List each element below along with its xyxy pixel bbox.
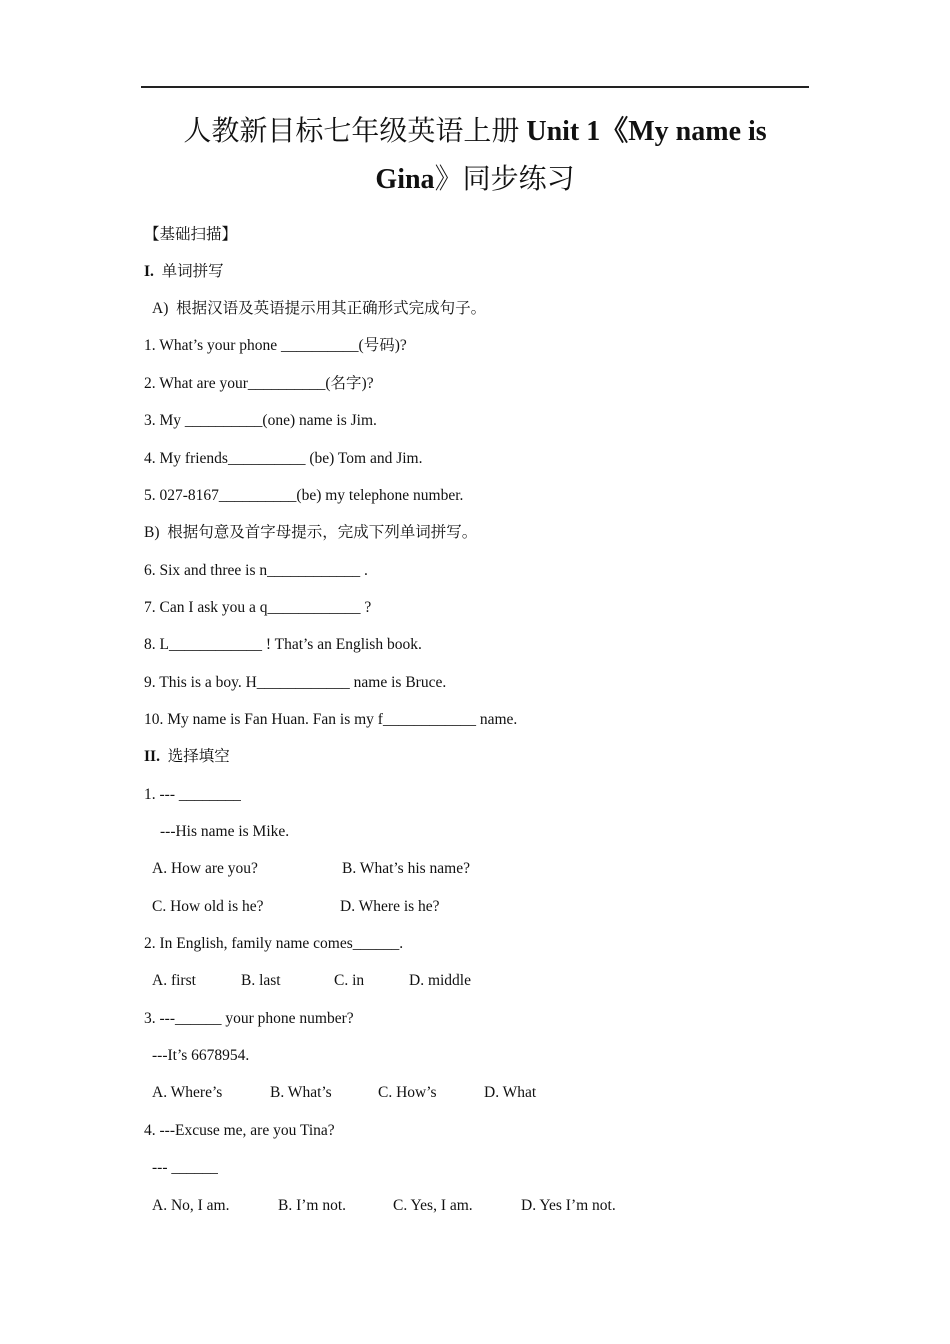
part-2-heading <box>144 747 230 767</box>
part-1-sub-b: B) 根据句意及首字母提示，完成下列单词拼写。 <box>144 524 478 541</box>
dialogue-answer-line: ---His name is Mike. <box>160 823 290 840</box>
question-item: 7. Can I ask you a q____________ ? <box>144 599 372 616</box>
choice-question-stem: 2. In English, family name comes______. <box>144 935 404 952</box>
part-2-number: II. <box>144 748 160 765</box>
question-item: 1. What’s your phone __________(号码)? <box>144 337 407 354</box>
choice-option: B. last <box>241 972 281 989</box>
question-item: 2. What are your__________(名字)? <box>144 375 374 392</box>
choice-option: B. What’s <box>270 1084 332 1101</box>
title-line-2 <box>141 156 809 204</box>
choice-option: A. No, I am. <box>152 1197 230 1214</box>
choice-option: B. I’m not. <box>278 1197 347 1214</box>
title-cn-part-2: 》同步练习 <box>434 164 575 195</box>
part-1-sub-a: A) 根据汉语及英语提示用其正确形式完成句子。 <box>152 300 487 317</box>
page-title <box>141 108 809 204</box>
dialogue-answer-line: --- ______ <box>152 1159 218 1176</box>
title-cn-part: 人教新目标七年级英语上册 <box>183 116 520 147</box>
choice-option: D. Where is he? <box>340 898 440 915</box>
question-item: 9. This is a boy. H____________ name is Bruce. <box>144 674 447 691</box>
choice-option: C. Yes, I am. <box>393 1197 473 1214</box>
choice-option: D. Yes I’m not. <box>521 1197 616 1214</box>
question-item: 10. My name is Fan Huan. Fan is my f____________ name. <box>144 711 518 728</box>
part-1-title: 单词拼写 <box>161 263 224 280</box>
section-heading-basic: 【基础扫描】 <box>144 226 238 243</box>
question-item: 6. Six and three is n____________ . <box>144 562 368 579</box>
choice-option: D. middle <box>409 972 471 989</box>
question-item: 4. My friends__________ (be) Tom and Jim. <box>144 450 423 467</box>
choice-question-stem: 3. ---______ your phone number? <box>144 1010 354 1027</box>
choice-option: C. How’s <box>378 1084 437 1101</box>
choice-option: B. What’s his name? <box>342 860 470 877</box>
title-en-part: Unit 1《My name is <box>526 116 767 147</box>
title-en-part-2: Gina <box>375 164 435 195</box>
choice-question-stem: 1. --- ________ <box>144 786 241 803</box>
choice-question-stem: 4. ---Excuse me, are you Tina? <box>144 1122 335 1139</box>
choice-option: A. Where’s <box>152 1084 223 1101</box>
part-1-heading <box>144 262 224 282</box>
question-item: 3. My __________(one) name is Jim. <box>144 412 377 429</box>
title-line-1 <box>141 108 809 156</box>
part-1-number: I. <box>144 263 154 280</box>
choice-option: D. What <box>484 1084 537 1101</box>
dialogue-answer-line: ---It’s 6678954. <box>152 1047 250 1064</box>
question-item: 5. 027-8167__________(be) my telephone number. <box>144 487 464 504</box>
choice-option: C. How old is he? <box>152 898 264 915</box>
part-2-title: 选择填空 <box>167 748 230 765</box>
header-rule <box>141 86 809 88</box>
choice-option: A. How are you? <box>152 860 258 877</box>
question-item: 8. L____________ ! That’s an English book. <box>144 636 422 653</box>
choice-option: C. in <box>334 972 365 989</box>
choice-option: A. first <box>152 972 196 989</box>
